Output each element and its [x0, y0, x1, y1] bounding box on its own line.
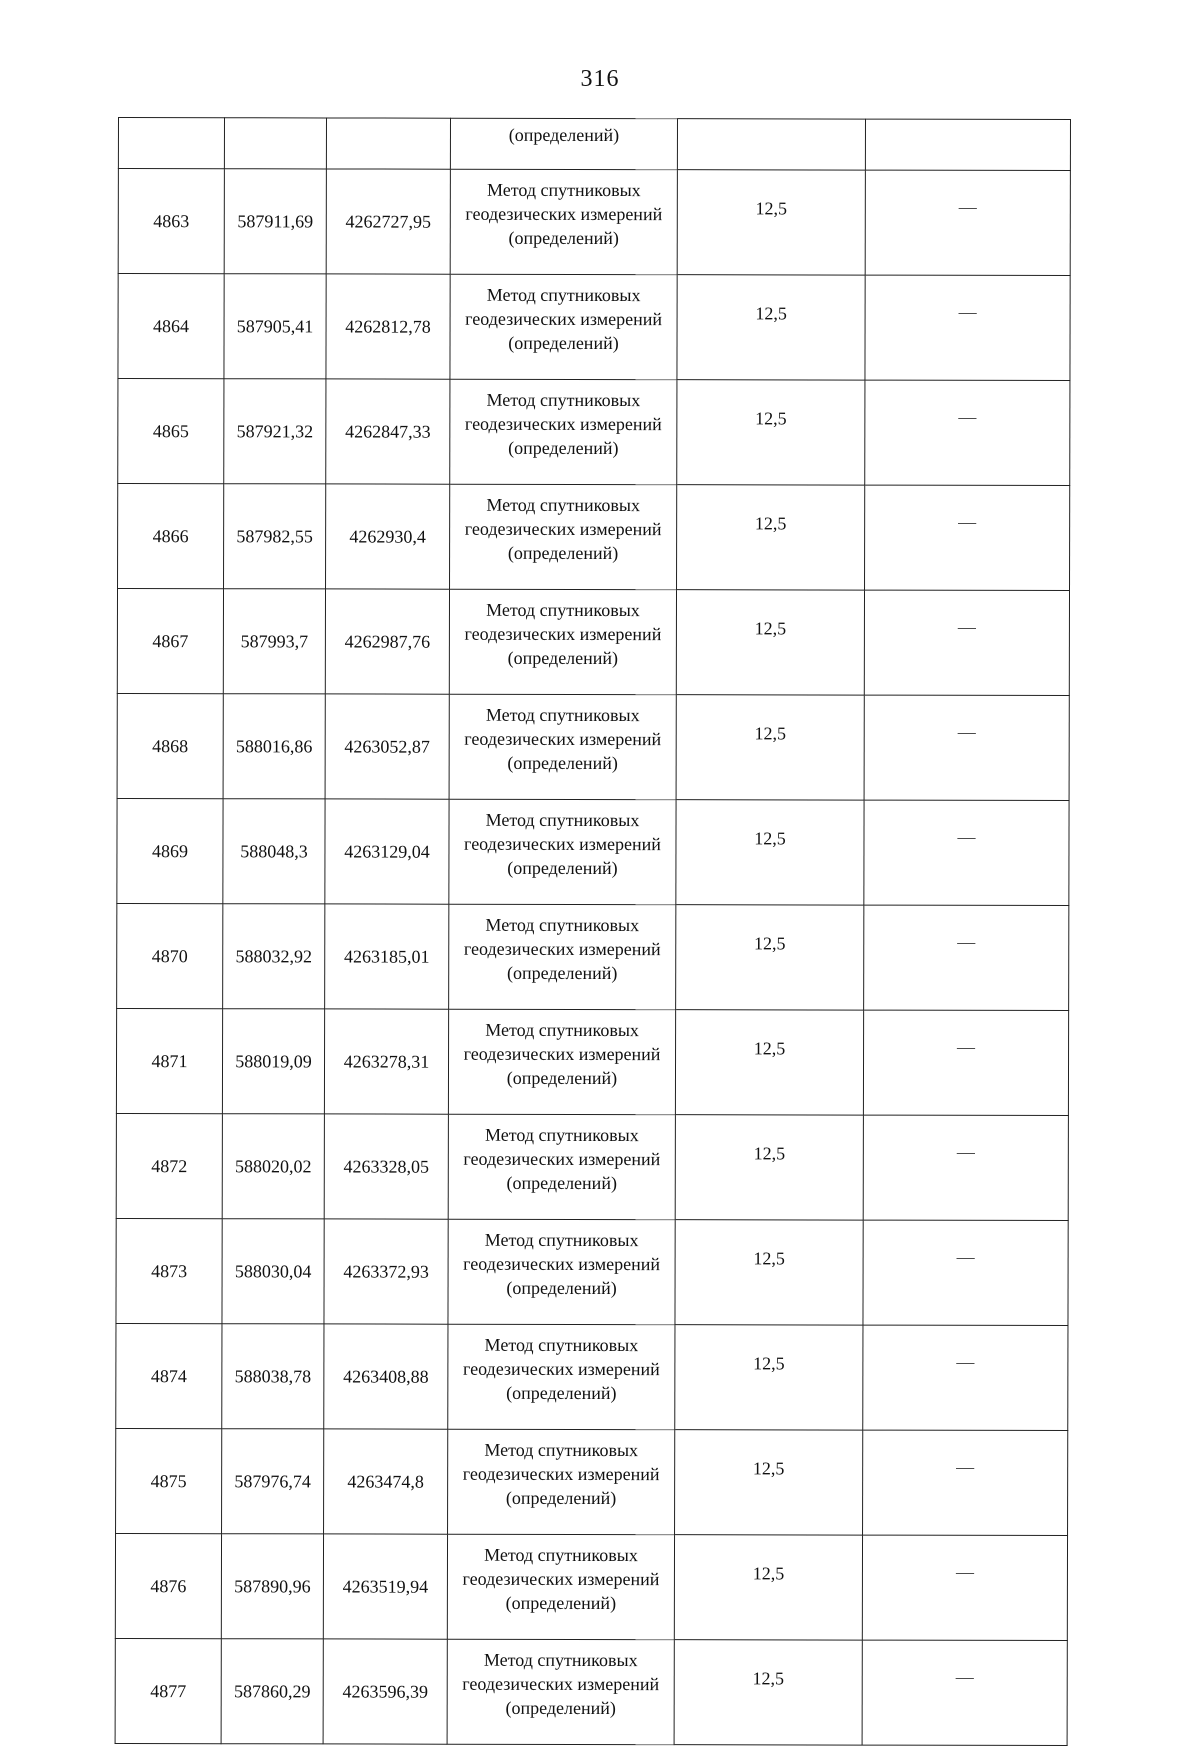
cell-note: — — [864, 695, 1069, 800]
method-line: Метод спутниковых — [484, 1439, 639, 1461]
method-line: геодезических измерений — [465, 203, 663, 225]
cell-accuracy: 12,5 — [677, 485, 865, 590]
cell-num: 4864 — [118, 274, 224, 379]
cell-num: 4865 — [118, 379, 224, 484]
cell-method — [450, 379, 677, 484]
cell-x: 588020,02 — [222, 1114, 324, 1219]
table-row — [116, 1428, 1068, 1535]
table-row — [117, 903, 1069, 1010]
cell-y: 4263278,31 — [324, 1009, 448, 1114]
coordinates-table-wrapper — [118, 117, 1070, 1744]
table-row — [118, 169, 1070, 276]
cell-num: 4875 — [116, 1428, 222, 1533]
cell-note: — — [862, 1640, 1067, 1745]
cell-y: 4262930,4 — [326, 484, 450, 589]
cell-y: 4262812,78 — [326, 274, 450, 379]
method-line: геодезических измерений — [463, 1043, 661, 1065]
table-row — [116, 1323, 1068, 1430]
method-line: (определений) — [507, 647, 619, 669]
cell-accuracy: 12,5 — [676, 590, 864, 695]
table-row — [115, 1638, 1067, 1745]
method-line: (определений) — [506, 1382, 617, 1404]
method-line: геодезических измерений — [463, 938, 661, 960]
cell-x: 588019,09 — [222, 1009, 324, 1114]
cell-accuracy: 12,5 — [677, 170, 865, 275]
cell-method — [449, 589, 676, 694]
cell-num: 4874 — [116, 1323, 222, 1428]
cell-num: 4870 — [117, 903, 223, 1008]
method-line: Метод спутниковых — [485, 704, 640, 726]
cell-accuracy: 12,5 — [675, 1010, 863, 1115]
cell-x: 587911,69 — [224, 169, 326, 274]
cell-num: 4866 — [118, 484, 224, 589]
cell-num: 4877 — [115, 1638, 221, 1743]
method-line: Метод спутниковых — [486, 179, 641, 201]
cell-x: 588032,92 — [223, 904, 325, 1009]
cell-num: 4871 — [116, 1008, 222, 1113]
table-row — [118, 274, 1070, 381]
cell-num: 4863 — [118, 169, 224, 274]
cell-note: — — [865, 275, 1070, 380]
method-line: (определений) — [506, 1277, 617, 1299]
cell-method: (определений) — [450, 118, 677, 169]
cell-y: 4263129,04 — [325, 799, 449, 904]
cell-note: — — [863, 1115, 1068, 1220]
method-line: Метод спутниковых — [485, 809, 640, 831]
cell-accuracy: 12,5 — [676, 695, 864, 800]
method-line: (определений) — [505, 1697, 616, 1719]
cell-method — [450, 169, 677, 274]
method-line: Метод спутниковых — [486, 494, 641, 516]
cell-method — [448, 1429, 675, 1534]
table-row — [117, 693, 1069, 800]
cell-note: — — [865, 485, 1070, 590]
cell-note: — — [863, 1220, 1068, 1325]
cell-method — [447, 1639, 674, 1744]
table-row — [116, 1113, 1068, 1220]
cell-accuracy: 12,5 — [674, 1640, 862, 1745]
method-line: (определений) — [507, 857, 618, 879]
cell-x: 587890,96 — [221, 1534, 323, 1639]
method-line: геодезических измерений — [463, 1253, 661, 1275]
method-line: (определений) — [507, 542, 619, 564]
cell-num: 4873 — [116, 1218, 222, 1323]
cell-accuracy: 12,5 — [675, 1325, 863, 1430]
cell-accuracy: 12,5 — [675, 1115, 863, 1220]
cell-x: 588030,04 — [222, 1219, 324, 1324]
method-line: Метод спутниковых — [484, 1334, 639, 1356]
method-line: геодезических измерений — [464, 623, 662, 645]
cell-x: 587905,41 — [224, 274, 326, 379]
cell-x: 587921,32 — [224, 379, 326, 484]
method-line: геодезических измерений — [464, 518, 662, 540]
cell-accuracy: 12,5 — [674, 1535, 862, 1640]
method-line: (определений) — [506, 962, 618, 984]
cell-x: 588048,3 — [223, 799, 325, 904]
cell-y: 4263372,93 — [324, 1219, 448, 1324]
cell-method — [448, 1114, 675, 1219]
cell-num — [118, 118, 224, 169]
cell-x: 587860,29 — [221, 1639, 323, 1744]
cell-num: 4876 — [115, 1533, 221, 1638]
cell-x: 587976,74 — [222, 1429, 324, 1534]
table-row — [117, 798, 1069, 905]
method-line: (определений) — [505, 1592, 617, 1614]
method-line: Метод спутниковых — [484, 1544, 638, 1566]
cell-y: 4262847,33 — [326, 379, 450, 484]
cell-y: 4263328,05 — [324, 1114, 448, 1219]
cell-y: 4263185,01 — [325, 904, 449, 1009]
cell-accuracy: 12,5 — [676, 800, 864, 905]
method-line: Метод спутниковых — [486, 284, 641, 306]
method-line: Метод спутниковых — [483, 1649, 638, 1671]
cell-num: 4872 — [116, 1113, 222, 1218]
method-line: (определений) — [506, 1172, 617, 1194]
table-row — [115, 1533, 1067, 1640]
cell-x: 587982,55 — [224, 484, 326, 589]
cell-accuracy: 12,5 — [677, 275, 865, 380]
table-row — [116, 1008, 1068, 1115]
cell-y: 4263519,94 — [323, 1534, 447, 1639]
cell-accuracy: 12,5 — [676, 905, 864, 1010]
method-line: Метод спутниковых — [484, 1124, 639, 1146]
cell-note: — — [865, 380, 1070, 485]
method-line: геодезических измерений — [462, 1568, 660, 1590]
method-line: (определений) — [505, 1487, 617, 1509]
cell-y: 4263596,39 — [323, 1639, 447, 1744]
cell-note — [865, 119, 1070, 170]
method-line: (определений) — [508, 437, 619, 459]
cell-method — [450, 484, 677, 589]
method-line: геодезических измерений — [462, 1673, 660, 1695]
cell-x: 588016,86 — [223, 694, 325, 799]
cell-accuracy: 12,5 — [677, 380, 865, 485]
cell-note: — — [864, 800, 1069, 905]
cell-num: 4868 — [117, 693, 223, 798]
cell-accuracy: 12,5 — [675, 1220, 863, 1325]
method-line: Метод спутниковых — [486, 599, 640, 621]
method-line: Метод спутниковых — [485, 1019, 639, 1041]
method-line: геодезических измерений — [462, 1463, 660, 1485]
cell-note: — — [864, 590, 1069, 695]
cell-note: — — [863, 1430, 1068, 1535]
cell-accuracy — [677, 119, 865, 170]
cell-y: 4263474,8 — [324, 1429, 448, 1534]
method-line: геодезических измерений — [464, 833, 661, 855]
cell-y: 4263408,88 — [324, 1324, 448, 1429]
table-row — [118, 379, 1070, 486]
cell-y — [326, 118, 450, 169]
method-line: геодезических измерений — [464, 413, 662, 435]
method-line: геодезических измерений — [465, 308, 663, 330]
table-row — [118, 484, 1070, 591]
cell-note: — — [865, 170, 1070, 275]
method-line: (определений) — [506, 1067, 618, 1089]
continuation-row — [118, 118, 1070, 171]
cell-num: 4867 — [117, 589, 223, 694]
page-number: 316 — [580, 66, 620, 92]
cell-method — [449, 694, 676, 799]
method-line: (определений) — [508, 332, 619, 354]
cell-method — [449, 799, 676, 904]
cell-method — [449, 904, 676, 1009]
cell-method — [450, 274, 677, 379]
cell-method — [448, 1009, 675, 1114]
method-line: геодезических измерений — [464, 728, 662, 750]
cell-x — [224, 118, 326, 169]
cell-method — [448, 1219, 675, 1324]
table-body — [115, 118, 1070, 1746]
cell-note: — — [863, 1325, 1068, 1430]
cell-accuracy: 12,5 — [675, 1430, 863, 1535]
cell-x: 588038,78 — [222, 1324, 324, 1429]
cell-y: 4262987,76 — [325, 589, 449, 694]
coordinates-table — [115, 117, 1071, 1746]
method-line: Метод спутниковых — [486, 389, 641, 411]
cell-y: 4262727,95 — [326, 169, 450, 274]
cell-note: — — [862, 1535, 1067, 1640]
cell-method — [448, 1324, 675, 1429]
cell-note: — — [864, 905, 1069, 1010]
method-line: Метод спутниковых — [485, 914, 640, 936]
cell-note: — — [863, 1010, 1068, 1115]
table-row — [116, 1218, 1068, 1325]
method-line: (определений) — [507, 752, 618, 774]
table-row — [117, 589, 1069, 696]
cell-num: 4869 — [117, 798, 223, 903]
cell-method — [447, 1534, 674, 1639]
cell-x: 587993,7 — [223, 589, 325, 694]
method-line: Метод спутниковых — [484, 1229, 639, 1251]
method-line: (определений) — [508, 227, 619, 249]
cell-y: 4263052,87 — [325, 694, 449, 799]
method-line: геодезических измерений — [462, 1358, 660, 1380]
method-line: геодезических измерений — [463, 1148, 661, 1170]
